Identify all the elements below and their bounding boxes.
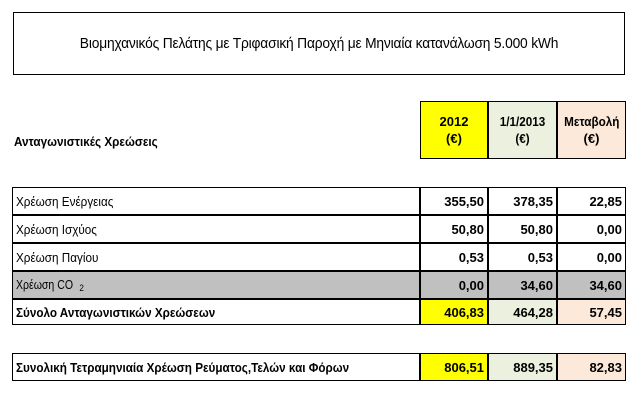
row-label-co2: [12, 271, 420, 299]
total-2012: 806,51: [420, 353, 488, 381]
cell-2012: 355,50: [420, 187, 488, 215]
total-label-text: Συνολική Τετραμηνιαία Χρέωση Ρεύματος,Τελών και Φόρων: [16, 359, 350, 375]
cell-change: 0,00: [557, 243, 626, 271]
section-title-text: Ανταγωνιστικές Χρεώσεις: [14, 134, 158, 149]
row-label-text: Χρέωση Παγίου: [16, 249, 99, 265]
cell-2012: 50,80: [420, 215, 488, 243]
header-2012-line1: 2012: [439, 114, 469, 129]
total-2013: 889,35: [488, 353, 557, 381]
row-label-fixed: [12, 243, 420, 271]
page-title-text: Βιομηχανικός Πελάτης με Τριφασική Παροχή με Μηνιαία κατανάλωση 5.000 kWh: [79, 35, 559, 52]
page-title: [13, 12, 625, 75]
subtotal-2012: 406,83: [420, 299, 488, 325]
subtotal-2013: 464,28: [488, 299, 557, 325]
row-label-energy: [12, 187, 420, 215]
header-change-line1: Μεταβολή: [563, 114, 620, 129]
header-2013-line1: 1/1/2013 (€): [499, 114, 546, 146]
section-title: [14, 134, 174, 149]
header-2012: [420, 101, 488, 159]
subtotal-change: 57,45: [557, 299, 626, 325]
cell-2013: 50,80: [488, 215, 557, 243]
cell-2013: 378,35: [488, 187, 557, 215]
subtotal-label: [12, 299, 420, 325]
subtotal-label-text: Σύνολο Ανταγωνιστικών Χρεώσεων: [16, 304, 216, 320]
row-label-co2-sub: 2: [79, 283, 84, 293]
cell-2013: 34,60: [488, 271, 557, 299]
header-2012-line2: (€): [446, 131, 462, 146]
row-label-co2-main: Χρέωση CO: [16, 277, 74, 292]
row-label-text: [16, 277, 84, 293]
cell-2012: 0,53: [420, 243, 488, 271]
total-label: [12, 353, 420, 381]
header-change-line2: (€): [583, 131, 600, 146]
header-2013: [488, 101, 557, 159]
total-change: 82,83: [557, 353, 626, 381]
cell-2012: 0,00: [420, 271, 488, 299]
row-label-power: [12, 215, 420, 243]
cell-change: 0,00: [557, 215, 626, 243]
cell-change: 34,60: [557, 271, 626, 299]
row-label-text: Χρέωση Ισχύος: [16, 221, 97, 237]
cell-change: 22,85: [557, 187, 626, 215]
header-change: [557, 101, 626, 159]
row-label-text: Χρέωση Ενέργειας: [16, 193, 114, 209]
cell-2013: 0,53: [488, 243, 557, 271]
